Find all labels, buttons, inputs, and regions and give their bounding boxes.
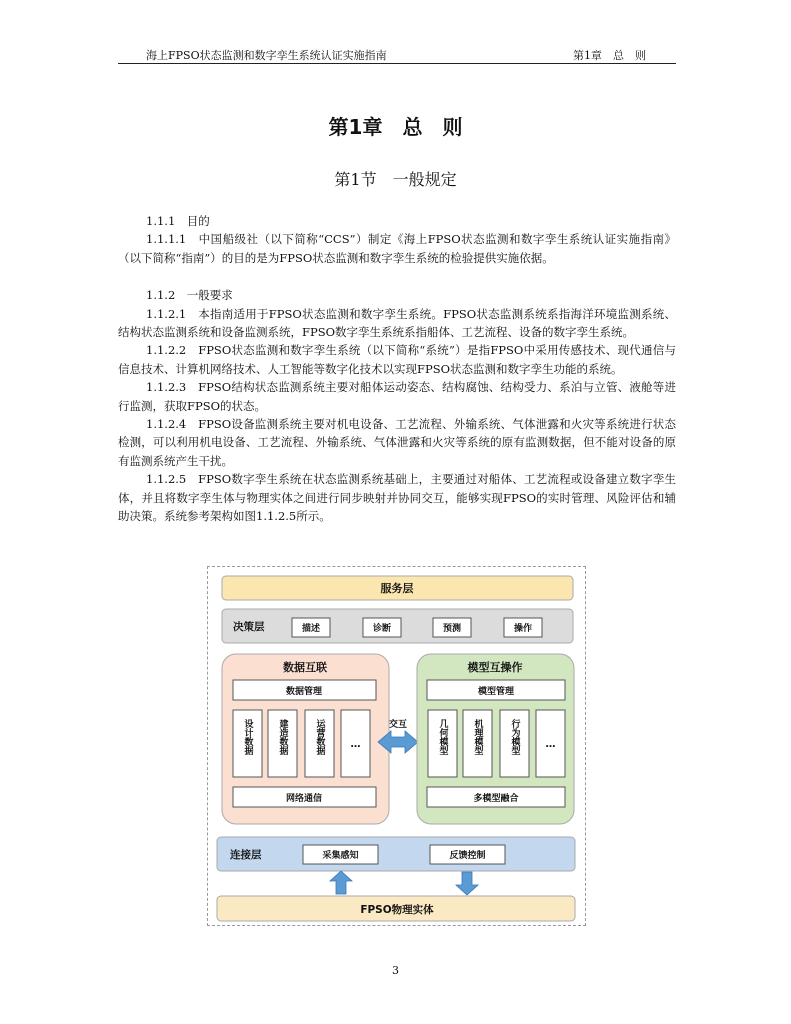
model-management-label: 模型管理 bbox=[477, 687, 515, 697]
architecture-figure bbox=[207, 566, 586, 926]
header-chapter: 第1章 总 则 bbox=[573, 49, 646, 62]
paragraph-1-1-2-4: 1.1.2.4 FPSO设备监测系统主要对机电设备、工艺流程、外输系统、气体泄露和火灾等系统进行状态检测，可以利用机电设备、工艺流程、外输系统、气体泄露和火灾等系统的原有监测数据，但不能对设备的原有监测系统产生干扰。 bbox=[118, 417, 676, 468]
connection-layer-box bbox=[217, 837, 575, 871]
data-column-construction: 建造数据 bbox=[277, 719, 288, 755]
model-column-behavior: 行为模型 bbox=[509, 719, 520, 755]
network-communication-label: 网络通信 bbox=[285, 794, 323, 804]
connection-item-acquire: 采集感知 bbox=[322, 851, 359, 861]
architecture-diagram bbox=[208, 567, 587, 927]
data-interconnect-title: 数据互联 bbox=[283, 661, 327, 674]
data-column-more: … bbox=[350, 739, 361, 750]
paragraph-1-1-2-2: 1.1.2.2 FPSO状态监测和数字孪生系统（以下简称“系统”）是指FPSO中采用传感技术、现代通信与信息技术、计算机网络技术、人工智能等数字化技术以实现FPSO状态监测和数字孪生功能的系统。 bbox=[118, 343, 676, 376]
model-column-geometry: 几何模型 bbox=[437, 719, 448, 755]
paragraph-1-1-2-5: 1.1.2.5 FPSO数字孪生系统在状态监测系统基础上，主要通过对船体、工艺流程或设备建立数字孪生体，并且将数字孪生体与物理实体之间进行同步映射并协同交互，能够实现FPSO的实时管理、风险评估和辅助决策。系统参考架构如图1.1.2.5所示。 bbox=[118, 472, 676, 524]
connection-item-feedback: 反馈控制 bbox=[449, 851, 486, 861]
upward-arrow bbox=[330, 871, 352, 894]
data-management-label: 数据管理 bbox=[285, 687, 323, 697]
decision-item-operate: 操作 bbox=[513, 624, 533, 634]
model-interop-title: 模型互操作 bbox=[467, 661, 523, 674]
decision-layer-label: 决策层 bbox=[233, 621, 265, 633]
page-number: 3 bbox=[392, 964, 399, 977]
running-header bbox=[118, 44, 676, 64]
header-document-title: 海上FPSO状态监测和数字孪生系统认证实施指南 bbox=[146, 49, 387, 62]
data-column-operation: 运营数据 bbox=[314, 719, 325, 755]
body-text bbox=[118, 212, 676, 526]
heading-1-1-2: 1.1.2 一般要求 bbox=[146, 288, 233, 303]
model-column-more: … bbox=[545, 739, 556, 750]
paragraph-gap bbox=[118, 267, 676, 286]
multi-model-fusion-label: 多模型融合 bbox=[473, 794, 519, 804]
paragraph-1-1-1-1: 1.1.1.1 中国船级社（以下简称“CCS”）制定《海上FPSO状态监测和数字孪生系统认证实施指南》（以下简称“指南”）的目的是为FPSO状态监测和数字孪生系统的检验提供实施依据。 bbox=[118, 232, 676, 265]
section-title: 第1节 一般规定 bbox=[334, 170, 457, 189]
model-column-mechanism: 机理模型 bbox=[472, 719, 483, 755]
decision-item-diagnose: 诊断 bbox=[372, 624, 392, 634]
physical-entity-label: FPSO物理实体 bbox=[360, 904, 434, 916]
decision-item-describe: 描述 bbox=[301, 624, 321, 634]
paragraph-1-1-2-1: 1.1.2.1 本指南适用于FPSO状态监测和数字孪生系统。FPSO状态监测系统系指海洋环境监测系统、结构状态监测系统和设备监测系统，FPSO数字孪生系统系指船体、工艺流程、设备的数字孪生系统。 bbox=[118, 306, 676, 340]
connection-layer-label: 连接层 bbox=[230, 849, 262, 861]
service-layer-label: 服务层 bbox=[380, 582, 414, 595]
heading-1-1-1: 1.1.1 目的 bbox=[146, 214, 210, 228]
paragraph-1-1-2-3: 1.1.2.3 FPSO结构状态监测系统主要对船体运动姿态、结构腐蚀、结构受力、系泊与立管、液舱等进行监测，获取FPSO的状态。 bbox=[118, 380, 676, 413]
decision-item-predict: 预测 bbox=[442, 624, 462, 634]
downward-arrow bbox=[456, 872, 478, 895]
data-column-design: 设计数据 bbox=[242, 719, 253, 755]
interaction-label: 交互 bbox=[388, 720, 408, 730]
chapter-title: 第1章 总 则 bbox=[328, 115, 463, 139]
